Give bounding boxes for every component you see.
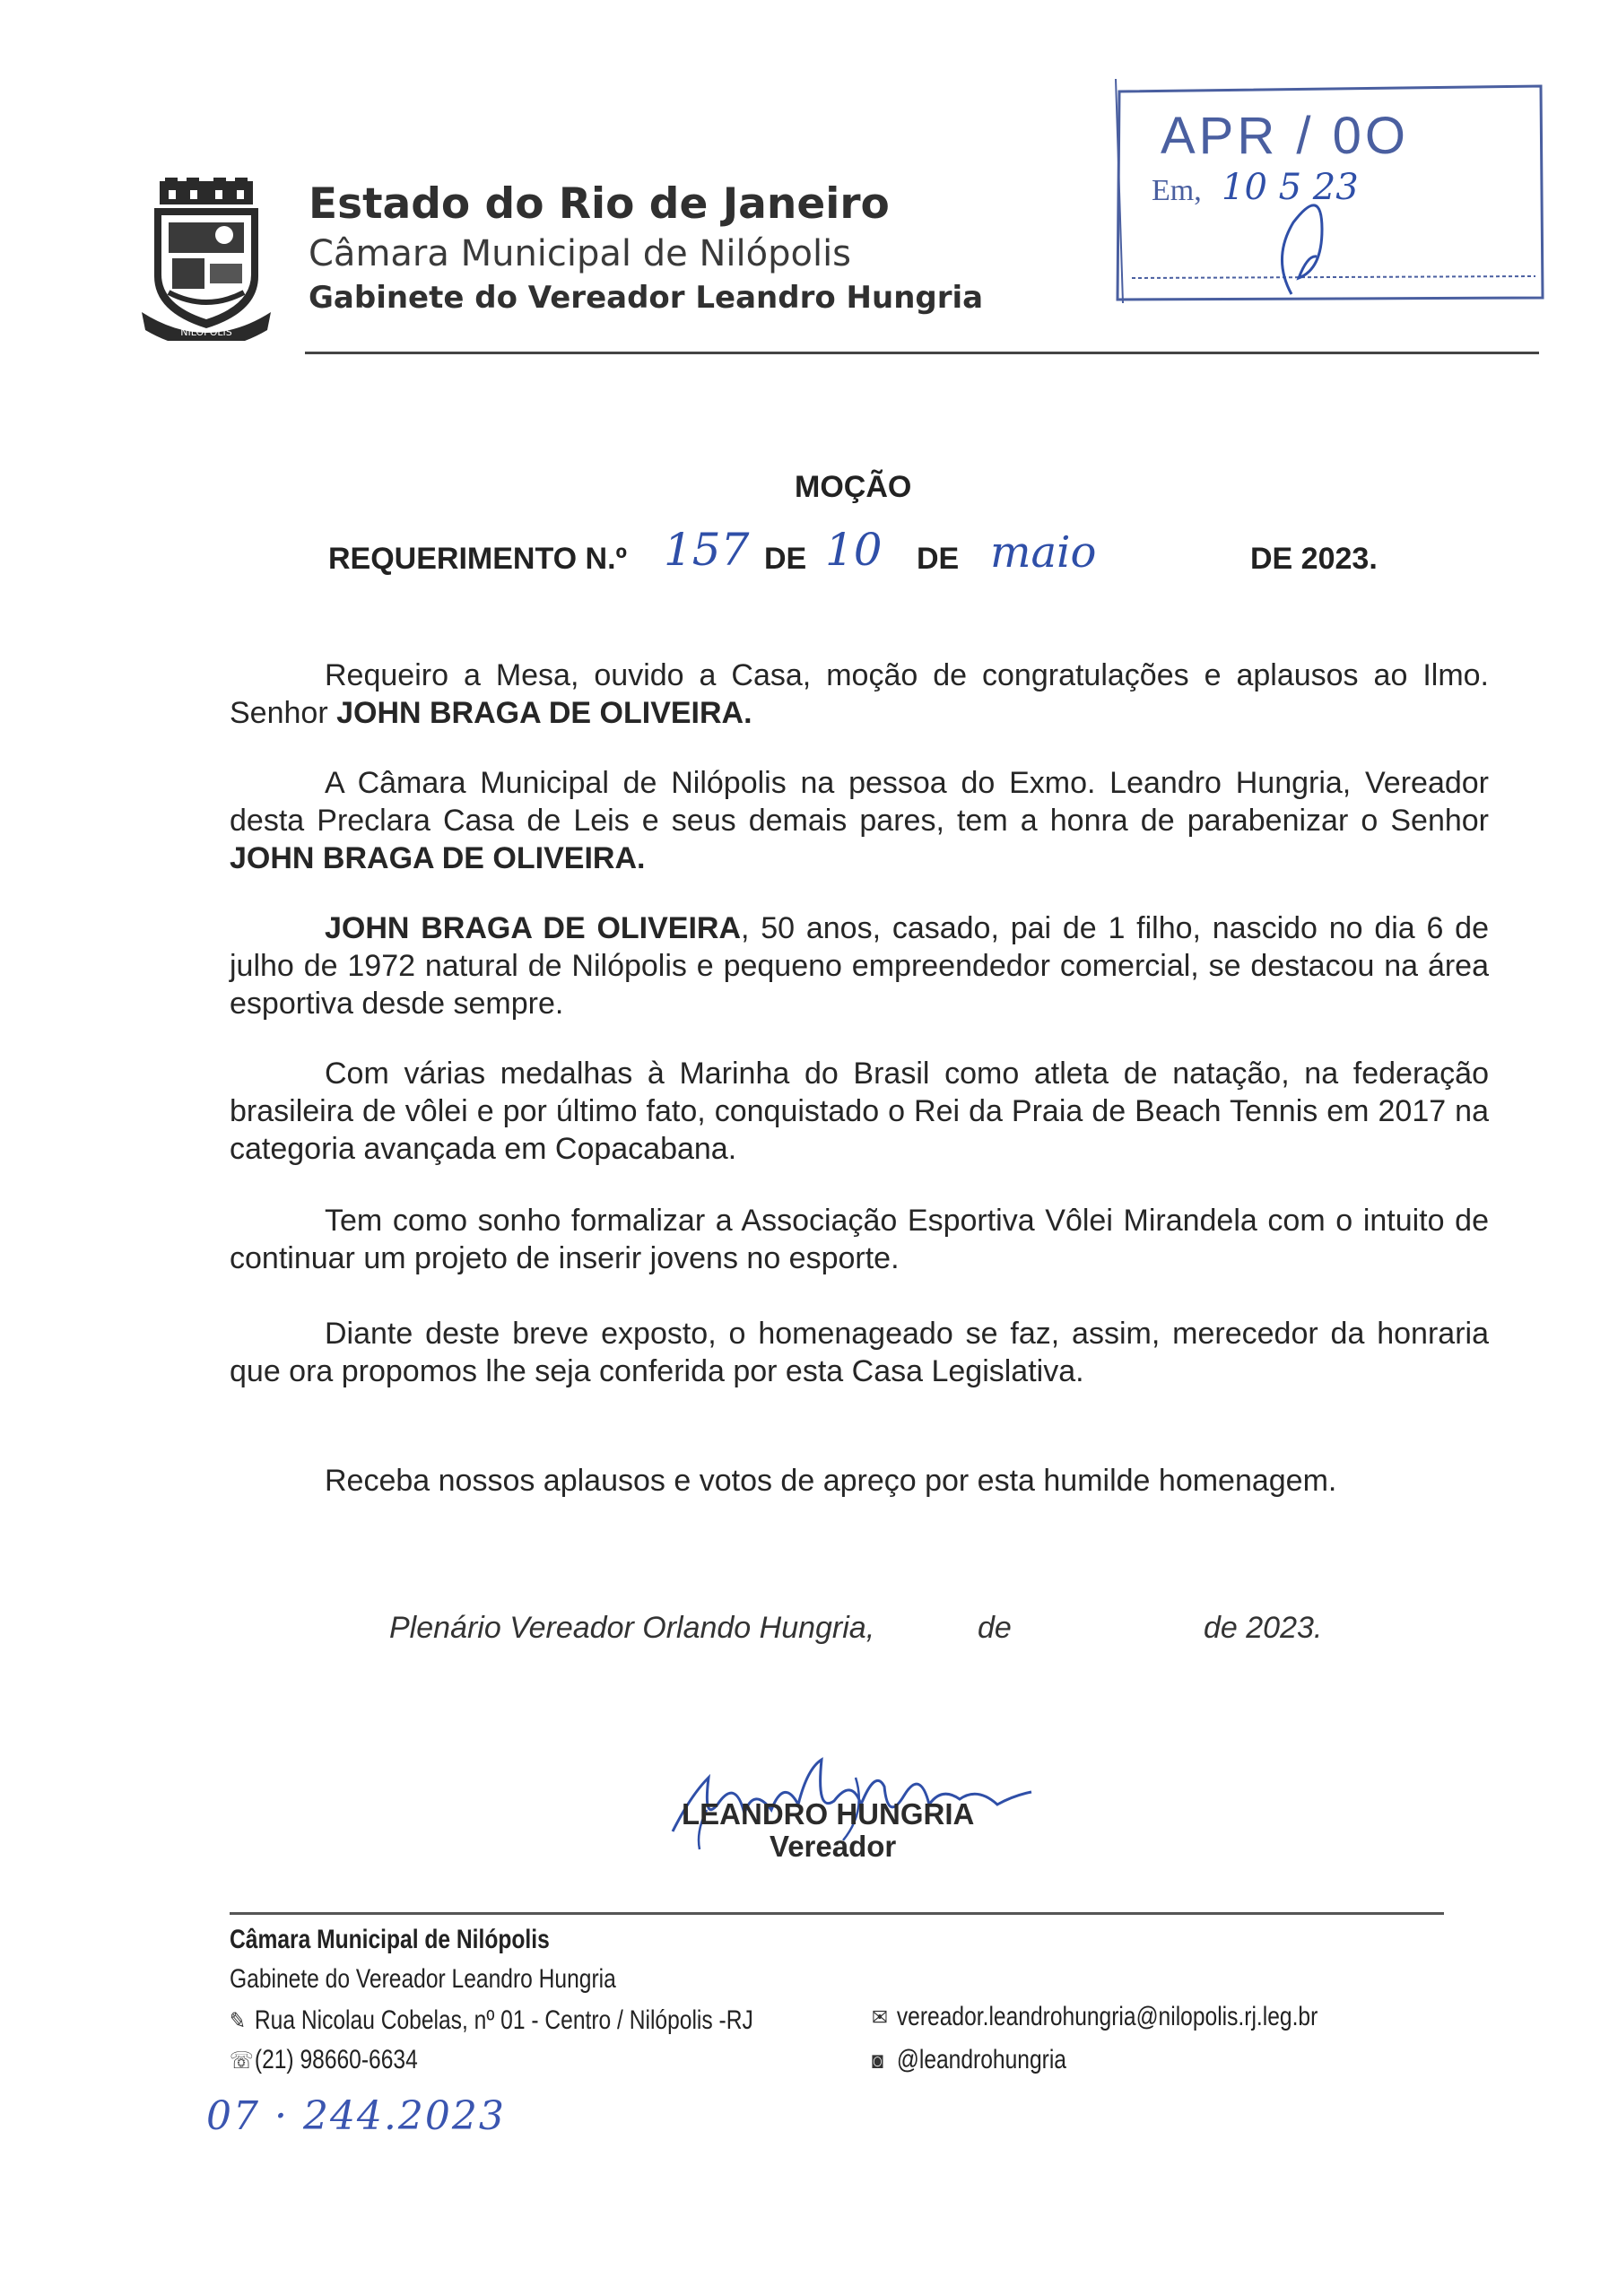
phone-icon: ☏ bbox=[230, 2047, 254, 2074]
footer-chamber-name: Câmara Municipal de Nilópolis bbox=[230, 1925, 550, 1954]
state-title: Estado do Rio de Janeiro bbox=[309, 179, 890, 229]
paragraph-3-honoree: JOHN BRAGA DE OLIVEIRA bbox=[325, 911, 742, 945]
paragraph-5 bbox=[230, 1202, 1489, 1277]
paragraph-5-text: Tem como sonho formalizar a Associação Esportiva Vôlei Mirandela com o intuito de continuar um projeto de inserir jovens no esporte. bbox=[230, 1204, 1489, 1275]
footer-address: Rua Nicolau Cobelas, nº 01 - Centro / Nilópolis -RJ bbox=[254, 2005, 753, 2035]
paragraph-6-text: Diante deste breve exposto, o homenageado se faz, assim, merecedor da honraria que ora propomos lhe seja conferida por esta Casa Legislativa. bbox=[230, 1317, 1489, 1388]
paragraph-2-text: A Câmara Municipal de Nilópolis na pessoa do Exmo. Leandro Hungria, Vereador desta Preclara Casa de Leis e seus demais pares, tem a honra de parabenizar o Senhor bbox=[230, 766, 1489, 838]
paragraph-2-honoree: JOHN BRAGA DE OLIVEIRA. bbox=[230, 841, 646, 875]
document-title: MOÇÃO bbox=[795, 470, 912, 504]
location-pin-icon: ✎ bbox=[230, 2007, 246, 2034]
paragraph-6 bbox=[230, 1315, 1489, 1390]
signatory-name: LEANDRO HUNGRIA bbox=[682, 1797, 975, 1831]
header-divider bbox=[305, 352, 1539, 354]
municipal-crest-logo bbox=[142, 178, 271, 341]
paragraph-2 bbox=[230, 764, 1489, 877]
footer-office-name: Gabinete do Vereador Leandro Hungria bbox=[230, 1964, 616, 1994]
footer-instagram: @leandrohungria bbox=[896, 2045, 1066, 2074]
footer-phone-line bbox=[230, 2045, 418, 2075]
paragraph-1 bbox=[230, 657, 1489, 732]
receipt-stamp bbox=[1114, 79, 1546, 305]
requerimento-label: REQUERIMENTO N.º bbox=[328, 542, 627, 576]
paragraph-7 bbox=[230, 1462, 1489, 1500]
requerimento-month-handwritten: maio bbox=[990, 527, 1097, 578]
stamp-label: APR / 0O bbox=[1161, 107, 1409, 165]
paragraph-3 bbox=[230, 909, 1489, 1022]
paragraph-4-text: Com várias medalhas à Marinha do Brasil como atleta de natação, na federação brasileira de vôlei e por último fato, conquistado o Rei da Praia de Beach Tennis em 2017 na categoria avançada em Copacabana. bbox=[230, 1057, 1489, 1166]
footer-address-line bbox=[230, 2005, 753, 2036]
plenario-year: de 2023. bbox=[1204, 1611, 1323, 1645]
stamp-em-label: Em, bbox=[1152, 174, 1202, 207]
paragraph-7-text: Receba nossos aplausos e votos de apreço por esta humilde homenagem. bbox=[325, 1464, 1337, 1498]
plenario-de: de bbox=[978, 1611, 1012, 1645]
crest-ribbon-text: NILOPOLIS bbox=[180, 326, 232, 338]
footer-email: vereador.leandrohungria@nilopolis.rj.leg.br bbox=[896, 2002, 1318, 2031]
footer-phone: (21) 98660-6634 bbox=[254, 2045, 418, 2074]
email-icon: ✉ bbox=[872, 2004, 888, 2031]
requerimento-de-2: DE bbox=[917, 542, 960, 576]
office-name: Gabinete do Vereador Leandro Hungria bbox=[309, 280, 984, 316]
requerimento-de-1: DE bbox=[764, 542, 807, 576]
instagram-icon: ◙ bbox=[872, 2047, 883, 2074]
paragraph-1-honoree: JOHN BRAGA DE OLIVEIRA. bbox=[336, 696, 752, 730]
protocol-number-handwritten: 07 · 244.2023 bbox=[206, 2093, 506, 2139]
footer-instagram-line bbox=[872, 2045, 1066, 2075]
footer-email-line bbox=[872, 2002, 1318, 2032]
footer-divider bbox=[230, 1912, 1444, 1915]
paragraph-4 bbox=[230, 1055, 1489, 1168]
chamber-name: Câmara Municipal de Nilópolis bbox=[309, 233, 852, 274]
signatory-role: Vereador bbox=[770, 1830, 897, 1863]
requerimento-year: DE 2023. bbox=[1250, 542, 1378, 576]
paragraph-3-text: , 50 anos, casado, pai de 1 filho, nascido no dia 6 de julho de 1972 natural de Nilópolis e pequeno empreendedor comercial, se destacou na área esportiva desde sempre. bbox=[230, 911, 1489, 1021]
requerimento-number-handwritten: 157 bbox=[664, 524, 750, 576]
requerimento-day-handwritten: 10 bbox=[825, 524, 883, 576]
plenario-place: Plenário Vereador Orlando Hungria, bbox=[389, 1611, 875, 1645]
stamp-date-handwritten: 10 5 23 bbox=[1222, 167, 1359, 208]
paragraph-1-text: Requeiro a Mesa, ouvido a Casa, moção de congratulações e aplausos ao Ilmo. Senhor bbox=[230, 658, 1489, 730]
